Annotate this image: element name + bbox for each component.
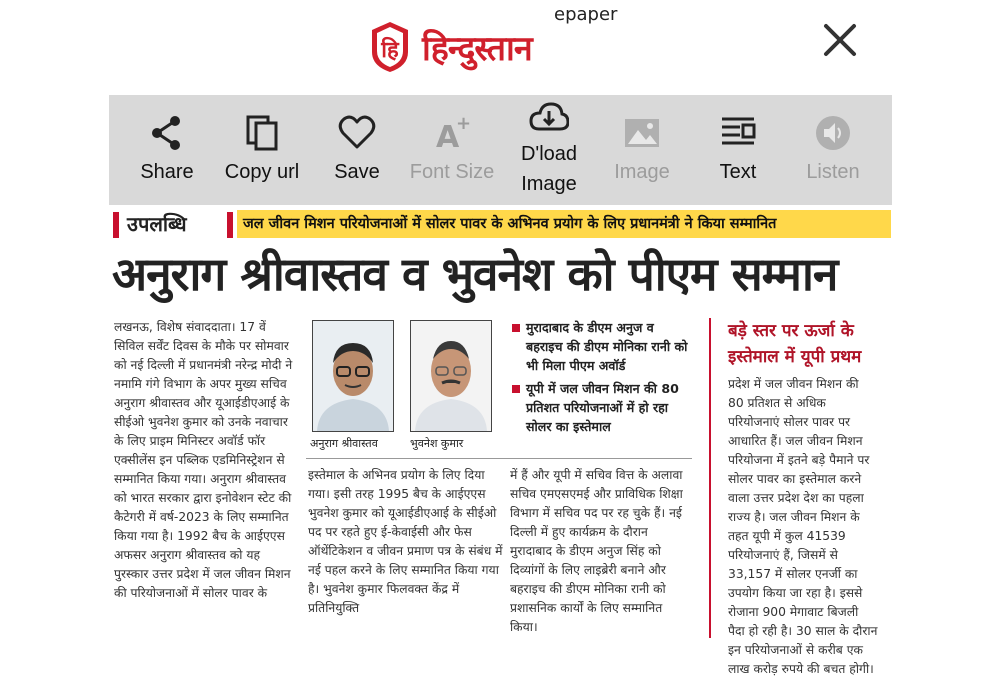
bullet-square-icon [512,385,520,393]
share-button[interactable] [127,95,207,205]
column-divider [306,458,692,459]
article-body-column-3: में हैं और यूपी में सचिव वित्त के अलावा सचिव एमएसएमई और प्राविधिक शिक्षा विभाग में सचिव पद पर रह चुके हैं। नई दिल्ली में हुए कार्यक्रम के दौरान मुरादाबाद के डीएम अनुज सिंह को दिव्यांगों के लिए लाइब्रेरी बनाने और बहराइच की डीएम मोनिका रानी को प्रशासनिक कार्यों के लिए सम्मानित किया। [510,468,683,634]
copy-url-button[interactable] [215,95,309,205]
font-size-button[interactable] [403,95,501,205]
sidebar-title: बड़े स्तर पर ऊर्जा के इस्तेमाल में यूपी प्रथम [728,321,862,367]
photo-caption: भुवनेश कुमार [410,437,464,450]
highlight-item [512,318,692,375]
hindustan-emblem-icon [370,20,410,74]
article-kicker [113,210,885,238]
article-toolbar [109,95,892,205]
image-icon [622,113,662,153]
share-icon [147,113,187,153]
speaker-icon [813,113,853,153]
person-portrait-icon [411,321,491,431]
brand-name: हिन्दुस्तान [422,29,532,69]
font-size-icon [432,113,472,153]
text-label: Text [719,161,757,183]
person-portrait-icon [313,321,393,431]
highlight-item [512,379,692,436]
article-highlights [512,318,692,440]
edition-label: epaper [554,4,618,25]
kicker-label: उपलब्धि [127,212,187,236]
kicker-bar [227,212,233,238]
download-cloud-icon [529,99,569,139]
sidebar-rule [709,318,711,638]
svg-text:A: A [436,120,460,153]
copy-url-label: Copy url [224,161,300,183]
svg-text:हि: हि [381,37,399,63]
image-button[interactable] [599,95,685,205]
article-subhead: जल जीवन मिशन परियोजनाओं में सोलर पावर के अभिनव प्रयोग के लिए प्रधानमंत्री ने किया सम्मानित [237,210,891,238]
bullet-square-icon [512,324,520,332]
close-icon [818,20,862,60]
download-image-label: D'load Image [520,143,578,195]
svg-text:+: + [456,113,472,134]
image-label: Image [614,161,670,183]
article-body-column-1: लखनऊ, विशेष संवाददाता। 17 वें सिविल सर्वेंट दिवस के मौके पर सोमवार को नई दिल्ली में प्रधानमंत्री नरेन्द्र मोदी ने नमामि गंगे विभाग के अपर मुख्य सचिव अनुराग श्रीवास्तव और यूआईडीएआई के सीईओ भुवनेश कुमार को उनके नवाचार के लिए प्राइम मिनिस्टर अवॉर्ड फॉर एक्सीलेंस इन पब्लिक एडमिनिस्ट्रेशन से सम्मानित किया गया। अनुराग श्रीवास्तव को भारत सरकार द्वारा इनोवेशन स्टेट की कैटेगरी में वर्ष-2023 के लिए सम्मानित किया गया है। 1992 बैच के आईएएस अफसर अनुराग श्रीवास्तव को यह पुरस्कार उत्तर प्रदेश में जल जीवन मिशन की परियोजनाओं में सोलर पावर के [114,320,293,600]
kicker-bar [113,212,119,238]
download-image-button[interactable] [507,95,591,205]
article-body-column-2: इस्तेमाल के अभिनव प्रयोग के लिए दिया गया। इसी तरह 1995 बैच के आईएएस भुवनेश कुमार को यूआईडीएआई के सीईओ पद पर रहते हुए ई-केवाईसी और फेस ऑथेंटिकेशन व जीवन प्रमाण पत्र के संबंध में नई पहल करने के लिए सम्मानित किया गया है। भुवनेश कुमार फिलवक्त केंद्र में प्रतिनियुक्ति [308,468,503,615]
highlight-text: मुरादाबाद के डीएम अनुज व बहराइच की डीएम मोनिका रानी को भी मिला पीएम अवॉर्ड [526,320,688,373]
close-button[interactable] [818,20,862,60]
photo-bhuvnesh-kumar [410,320,492,432]
photo-anurag-shrivastava [312,320,394,432]
heart-icon [337,113,377,153]
save-label: Save [334,161,380,183]
copy-icon [242,113,282,153]
highlight-text: यूपी में जल जीवन मिशन की 80 प्रतिशत परियोजनाओं में हो रहा सोलर का इस्तेमाल [526,381,679,434]
hindustan-logo [368,4,648,84]
share-label: Share [140,161,194,183]
text-button[interactable] [693,95,783,205]
article-headline: अनुराग श्रीवास्तव व भुवनेश को पीएम सम्मान [112,247,838,301]
text-icon [718,113,758,153]
save-button[interactable] [317,95,397,205]
listen-label: Listen [806,161,860,183]
font-size-label: Font Size [409,161,495,183]
photo-caption: अनुराग श्रीवास्तव [310,437,378,450]
listen-button[interactable] [789,95,877,205]
sidebar-body: प्रदेश में जल जीवन मिशन की 80 प्रतिशत से अधिक परियोजनाएं सोलर पावर पर आधारित हैं। जल जीवन मिशन परियोजना में इतने बड़े पैमाने पर सोलर पावर का इस्तेमाल करने वाला उत्तर प्रदेश देश का पहला राज्य है। जल जीवन मिशन के तहत यूपी में कुल 41539 परियोजनाएं हैं, जिसमें से 33,157 में सोलर एनर्जी का उपयोग किया जा रहा है। इससे रोजाना 900 मेगावाट बिजली पैदा हो रही है। 30 साल के दौरान इन परियोजनाओं से करीब एक लाख करोड़ रुपये की बचत होगी। [728,377,878,676]
